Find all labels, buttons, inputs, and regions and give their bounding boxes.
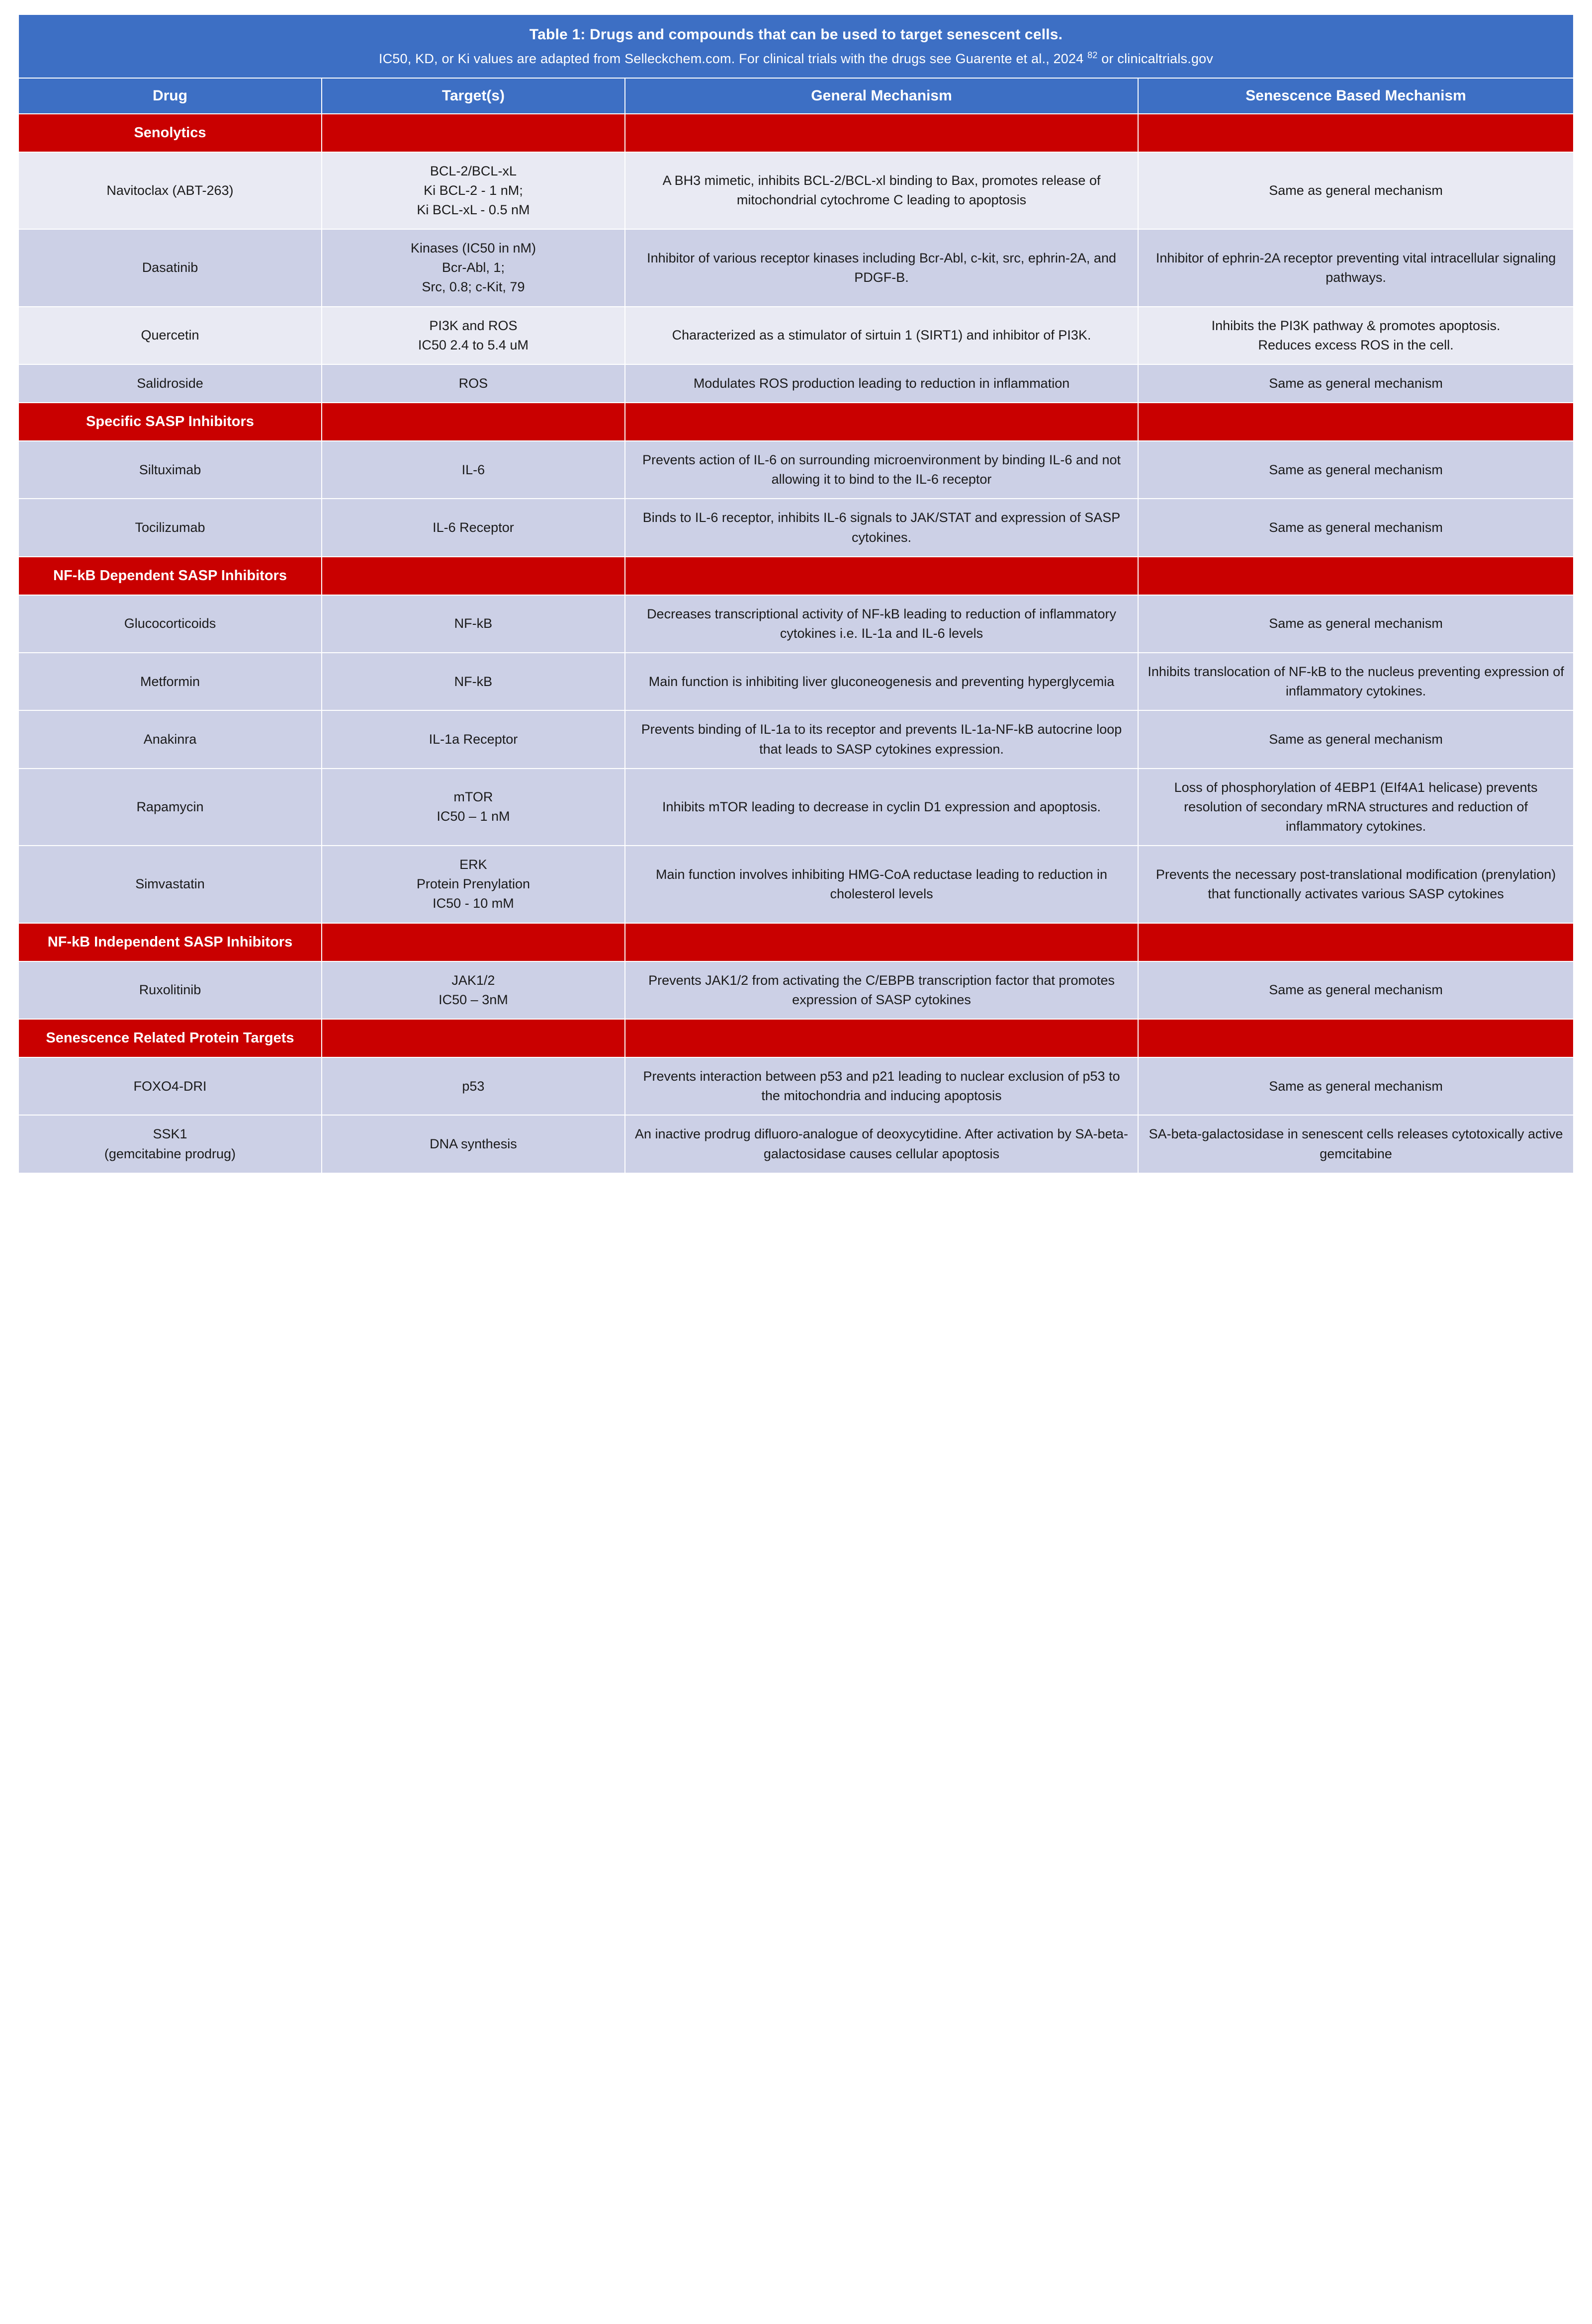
section-blank-cell <box>1138 923 1574 961</box>
cell-drug: Glucocorticoids <box>18 595 322 653</box>
table-title-sub <box>26 49 1566 69</box>
cell-target: IL-6 <box>322 441 625 499</box>
cell-senescence-mechanism: Same as general mechanism <box>1138 1057 1574 1115</box>
cell-general-mechanism: Inhibits mTOR leading to decrease in cyclin D1 expression and apoptosis. <box>625 769 1138 846</box>
table-row <box>18 307 1574 364</box>
cell-senescence-mechanism: Same as general mechanism <box>1138 710 1574 768</box>
cell-senescence-mechanism: Inhibits translocation of NF-kB to the nucleus preventing expression of inflammatory cytokines. <box>1138 653 1574 710</box>
cell-target: ROS <box>322 364 625 403</box>
section-blank-cell <box>625 1019 1138 1057</box>
cell-drug: FOXO4-DRI <box>18 1057 322 1115</box>
cell-drug: Navitoclax (ABT-263) <box>18 152 322 229</box>
section-blank-cell <box>1138 557 1574 595</box>
section-blank-cell <box>322 557 625 595</box>
section-label-senescence-related-protein-targets: Senescence Related Protein Targets <box>18 1019 322 1057</box>
cell-drug: Siltuximab <box>18 441 322 499</box>
section-blank-cell <box>625 923 1138 961</box>
table-row <box>18 1057 1574 1115</box>
section-blank-cell <box>1138 403 1574 441</box>
table-title-main: Table 1: Drugs and compounds that can be used to target senescent cells. <box>529 26 1063 43</box>
cell-senescence-mechanism: SA-beta-galactosidase in senescent cells releases cytotoxically active gemcitabine <box>1138 1115 1574 1173</box>
cell-drug: Ruxolitinib <box>18 961 322 1019</box>
cell-senescence-mechanism: Same as general mechanism <box>1138 961 1574 1019</box>
cell-general-mechanism: Binds to IL-6 receptor, inhibits IL-6 signals to JAK/STAT and expression of SASP cytokines. <box>625 499 1138 556</box>
table-row <box>18 1115 1574 1173</box>
cell-target: IL-6 Receptor <box>322 499 625 556</box>
cell-senescence-mechanism: Prevents the necessary post-translational modification (prenylation) that functionally activates various SASP cytokines <box>1138 846 1574 923</box>
cell-target: JAK1/2 IC50 – 3nM <box>322 961 625 1019</box>
cell-senescence-mechanism: Same as general mechanism <box>1138 499 1574 556</box>
table-title-ref: 82 <box>1087 50 1098 60</box>
cell-target: NF-kB <box>322 653 625 710</box>
cell-target: Kinases (IC50 in nM) Bcr-Abl, 1; Src, 0.8; c-Kit, 79 <box>322 229 625 306</box>
cell-drug: Dasatinib <box>18 229 322 306</box>
section-blank-cell <box>625 557 1138 595</box>
table-row <box>18 595 1574 653</box>
cell-general-mechanism: Prevents binding of IL-1a to its receptor and prevents IL-1a-NF-kB autocrine loop that leads to SASP cytokines expression. <box>625 710 1138 768</box>
cell-general-mechanism: Modulates ROS production leading to reduction in inflammation <box>625 364 1138 403</box>
cell-target: p53 <box>322 1057 625 1115</box>
section-label-nfkb-independent-sasp-inhibitors: NF-kB Independent SASP Inhibitors <box>18 923 322 961</box>
section-blank-cell <box>1138 114 1574 152</box>
cell-general-mechanism: Prevents action of IL-6 on surrounding microenvironment by binding IL-6 and not allowing it to bind to the IL-6 receptor <box>625 441 1138 499</box>
cell-senescence-mechanism: Same as general mechanism <box>1138 595 1574 653</box>
table-row <box>18 364 1574 403</box>
cell-target: IL-1a Receptor <box>322 710 625 768</box>
column-header-targets: Target(s) <box>322 78 625 114</box>
cell-senescence-mechanism: Same as general mechanism <box>1138 364 1574 403</box>
cell-target: BCL-2/BCL-xL Ki BCL-2 - 1 nM; Ki BCL-xL - 0.5 nM <box>322 152 625 229</box>
cell-general-mechanism: Decreases transcriptional activity of NF-kB leading to reduction of inflammatory cytokines i.e. IL-1a and IL-6 levels <box>625 595 1138 653</box>
table-title-cell <box>18 14 1574 78</box>
section-row-senolytics <box>18 114 1574 152</box>
table-row <box>18 441 1574 499</box>
table-title-sub-pre: IC50, KD, or Ki values are adapted from Selleckchem.com. For clinical trials with the drugs see Guarente et al., 2024 <box>378 51 1088 66</box>
section-blank-cell <box>1138 1019 1574 1057</box>
cell-senescence-mechanism: Inhibits the PI3K pathway & promotes apoptosis. Reduces excess ROS in the cell. <box>1138 307 1574 364</box>
table-row <box>18 710 1574 768</box>
cell-target: PI3K and ROS IC50 2.4 to 5.4 uM <box>322 307 625 364</box>
table-row <box>18 961 1574 1019</box>
table-title-row <box>18 14 1574 78</box>
section-blank-cell <box>322 403 625 441</box>
table-row <box>18 229 1574 306</box>
cell-drug: Quercetin <box>18 307 322 364</box>
cell-senescence-mechanism: Same as general mechanism <box>1138 441 1574 499</box>
table-row <box>18 499 1574 556</box>
cell-senescence-mechanism: Same as general mechanism <box>1138 152 1574 229</box>
table-row <box>18 846 1574 923</box>
section-row-specific-sasp-inhibitors <box>18 403 1574 441</box>
senescence-drug-table <box>18 14 1574 1174</box>
section-blank-cell <box>322 1019 625 1057</box>
cell-drug: Metformin <box>18 653 322 710</box>
section-blank-cell <box>625 114 1138 152</box>
section-row-nfkb-dependent-sasp-inhibitors <box>18 557 1574 595</box>
column-header-general-mechanism: General Mechanism <box>625 78 1138 114</box>
cell-general-mechanism: Prevents JAK1/2 from activating the C/EBPB transcription factor that promotes expression of SASP cytokines <box>625 961 1138 1019</box>
table-row <box>18 653 1574 710</box>
cell-drug: SSK1 (gemcitabine prodrug) <box>18 1115 322 1173</box>
column-header-drug: Drug <box>18 78 322 114</box>
section-blank-cell <box>322 923 625 961</box>
cell-drug: Simvastatin <box>18 846 322 923</box>
cell-general-mechanism: An inactive prodrug difluoro-analogue of deoxycytidine. After activation by SA-beta-galactosidase causes cellular apoptosis <box>625 1115 1138 1173</box>
cell-drug: Rapamycin <box>18 769 322 846</box>
cell-general-mechanism: Prevents interaction between p53 and p21 leading to nuclear exclusion of p53 to the mitochondria and inducing apoptosis <box>625 1057 1138 1115</box>
cell-drug: Salidroside <box>18 364 322 403</box>
cell-general-mechanism: Inhibitor of various receptor kinases including Bcr-Abl, c-kit, src, ephrin-2A, and PDGF-B. <box>625 229 1138 306</box>
cell-drug: Tocilizumab <box>18 499 322 556</box>
cell-senescence-mechanism: Inhibitor of ephrin-2A receptor preventing vital intracellular signaling pathways. <box>1138 229 1574 306</box>
table-title-sub-post: or clinicaltrials.gov <box>1097 51 1214 66</box>
cell-drug: Anakinra <box>18 710 322 768</box>
column-header-senescence-mechanism: Senescence Based Mechanism <box>1138 78 1574 114</box>
cell-target: NF-kB <box>322 595 625 653</box>
table-row <box>18 152 1574 229</box>
cell-target: mTOR IC50 – 1 nM <box>322 769 625 846</box>
section-row-senescence-related-protein-targets <box>18 1019 1574 1057</box>
cell-general-mechanism: Main function is inhibiting liver gluconeogenesis and preventing hyperglycemia <box>625 653 1138 710</box>
section-label-senolytics: Senolytics <box>18 114 322 152</box>
section-blank-cell <box>625 403 1138 441</box>
cell-target: ERK Protein Prenylation IC50 - 10 mM <box>322 846 625 923</box>
cell-general-mechanism: Characterized as a stimulator of sirtuin 1 (SIRT1) and inhibitor of PI3K. <box>625 307 1138 364</box>
cell-general-mechanism: Main function involves inhibiting HMG-CoA reductase leading to reduction in cholesterol levels <box>625 846 1138 923</box>
table-header-row <box>18 78 1574 114</box>
cell-senescence-mechanism: Loss of phosphorylation of 4EBP1 (EIf4A1 helicase) prevents resolution of secondary mRNA structures and reduction of inflammatory cytokines. <box>1138 769 1574 846</box>
cell-target: DNA synthesis <box>322 1115 625 1173</box>
cell-general-mechanism: A BH3 mimetic, inhibits BCL-2/BCL-xl binding to Bax, promotes release of mitochondrial cytochrome C leading to apoptosis <box>625 152 1138 229</box>
section-row-nfkb-independent-sasp-inhibitors <box>18 923 1574 961</box>
section-label-specific-sasp-inhibitors: Specific SASP Inhibitors <box>18 403 322 441</box>
table-row <box>18 769 1574 846</box>
section-label-nfkb-dependent-sasp-inhibitors: NF-kB Dependent SASP Inhibitors <box>18 557 322 595</box>
section-blank-cell <box>322 114 625 152</box>
